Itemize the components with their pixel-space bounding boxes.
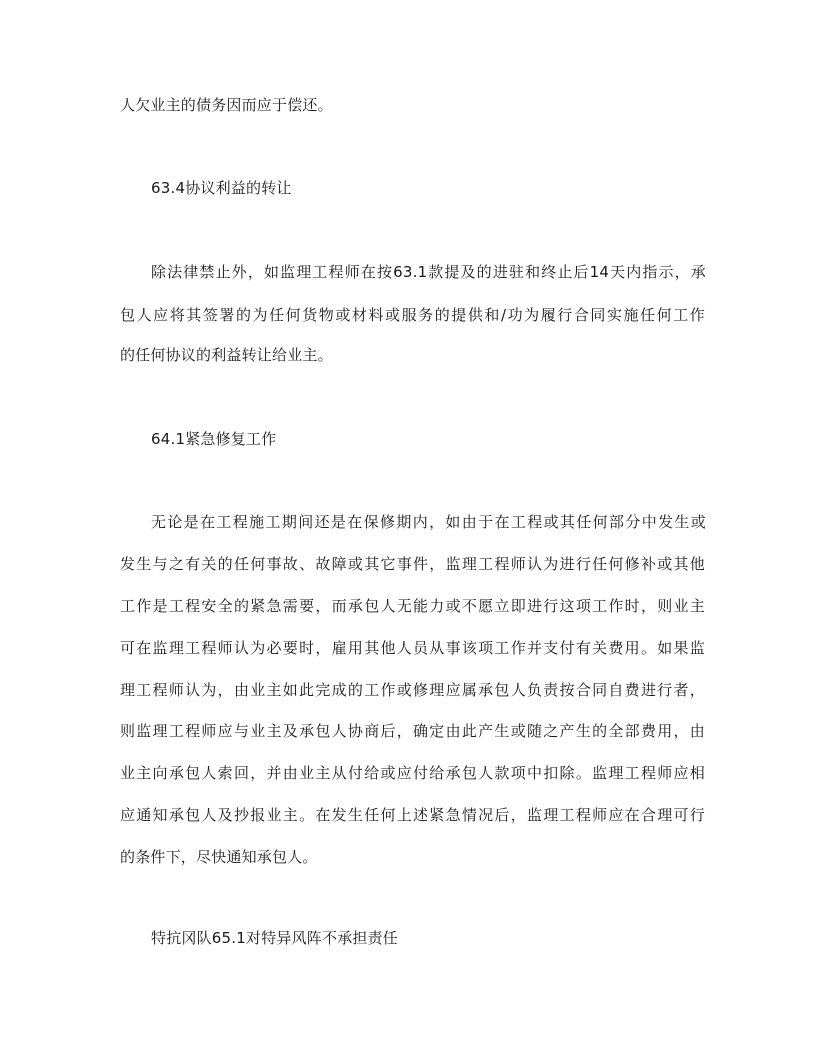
paragraph-line: 理工程师认为，由业主如此完成的工作或修理应属承包人负责按合同自费进行者，: [120, 681, 705, 699]
paragraph-line: 应通知承包人及抄报业主。在发生任何上述紧急情况后，监理工程师应在合理可行: [120, 806, 705, 824]
section-heading-64-1: 64.1紧急修复工作: [151, 430, 277, 448]
section-heading-65-1: 特抗冈队65.1对特异风阵不承担责任: [151, 929, 398, 947]
paragraph-line: 业主向承包人索回，并由业主从付给或应付给承包人款项中扣除。监理工程师应相: [120, 764, 705, 782]
paragraph-line: 的任何协议的利益转让给业主。: [120, 346, 333, 364]
paragraph-line: 的条件下，尽快通知承包人。: [120, 848, 318, 866]
section-heading-63-4: 63.4协议利益的转让: [151, 179, 292, 197]
paragraph-line: 可在监理工程师认为必要时，雇用其他人员从事该项工作并支付有关费用。如果监: [120, 639, 705, 657]
paragraph-line: 无论是在工程施工期间还是在保修期内，如由于在工程或其任何部分中发生或: [151, 513, 706, 531]
paragraph-line: 包人应将其签署的为任何货物或材料或服务的提供和/功为履行合同实施任何工作: [120, 306, 705, 324]
paragraph-line: 发生与之有关的任何事故、故障或其它事件，监理工程师认为进行任何修补或其他: [120, 555, 705, 573]
paragraph-line: 工作是工程安全的紧急需要，而承包人无能力或不愿立即进行这项工作时，则业主: [120, 597, 705, 615]
paragraph-line: 除法律禁止外，如监理工程师在按63.1款提及的进驻和终止后14天内指示，承: [151, 263, 706, 281]
paragraph-continuation-line: 人欠业主的债务因而应于偿还。: [120, 96, 333, 114]
paragraph-line: 则监理工程师应与业主及承包人协商后，确定由此产生或随之产生的全部费用，由: [120, 722, 705, 740]
